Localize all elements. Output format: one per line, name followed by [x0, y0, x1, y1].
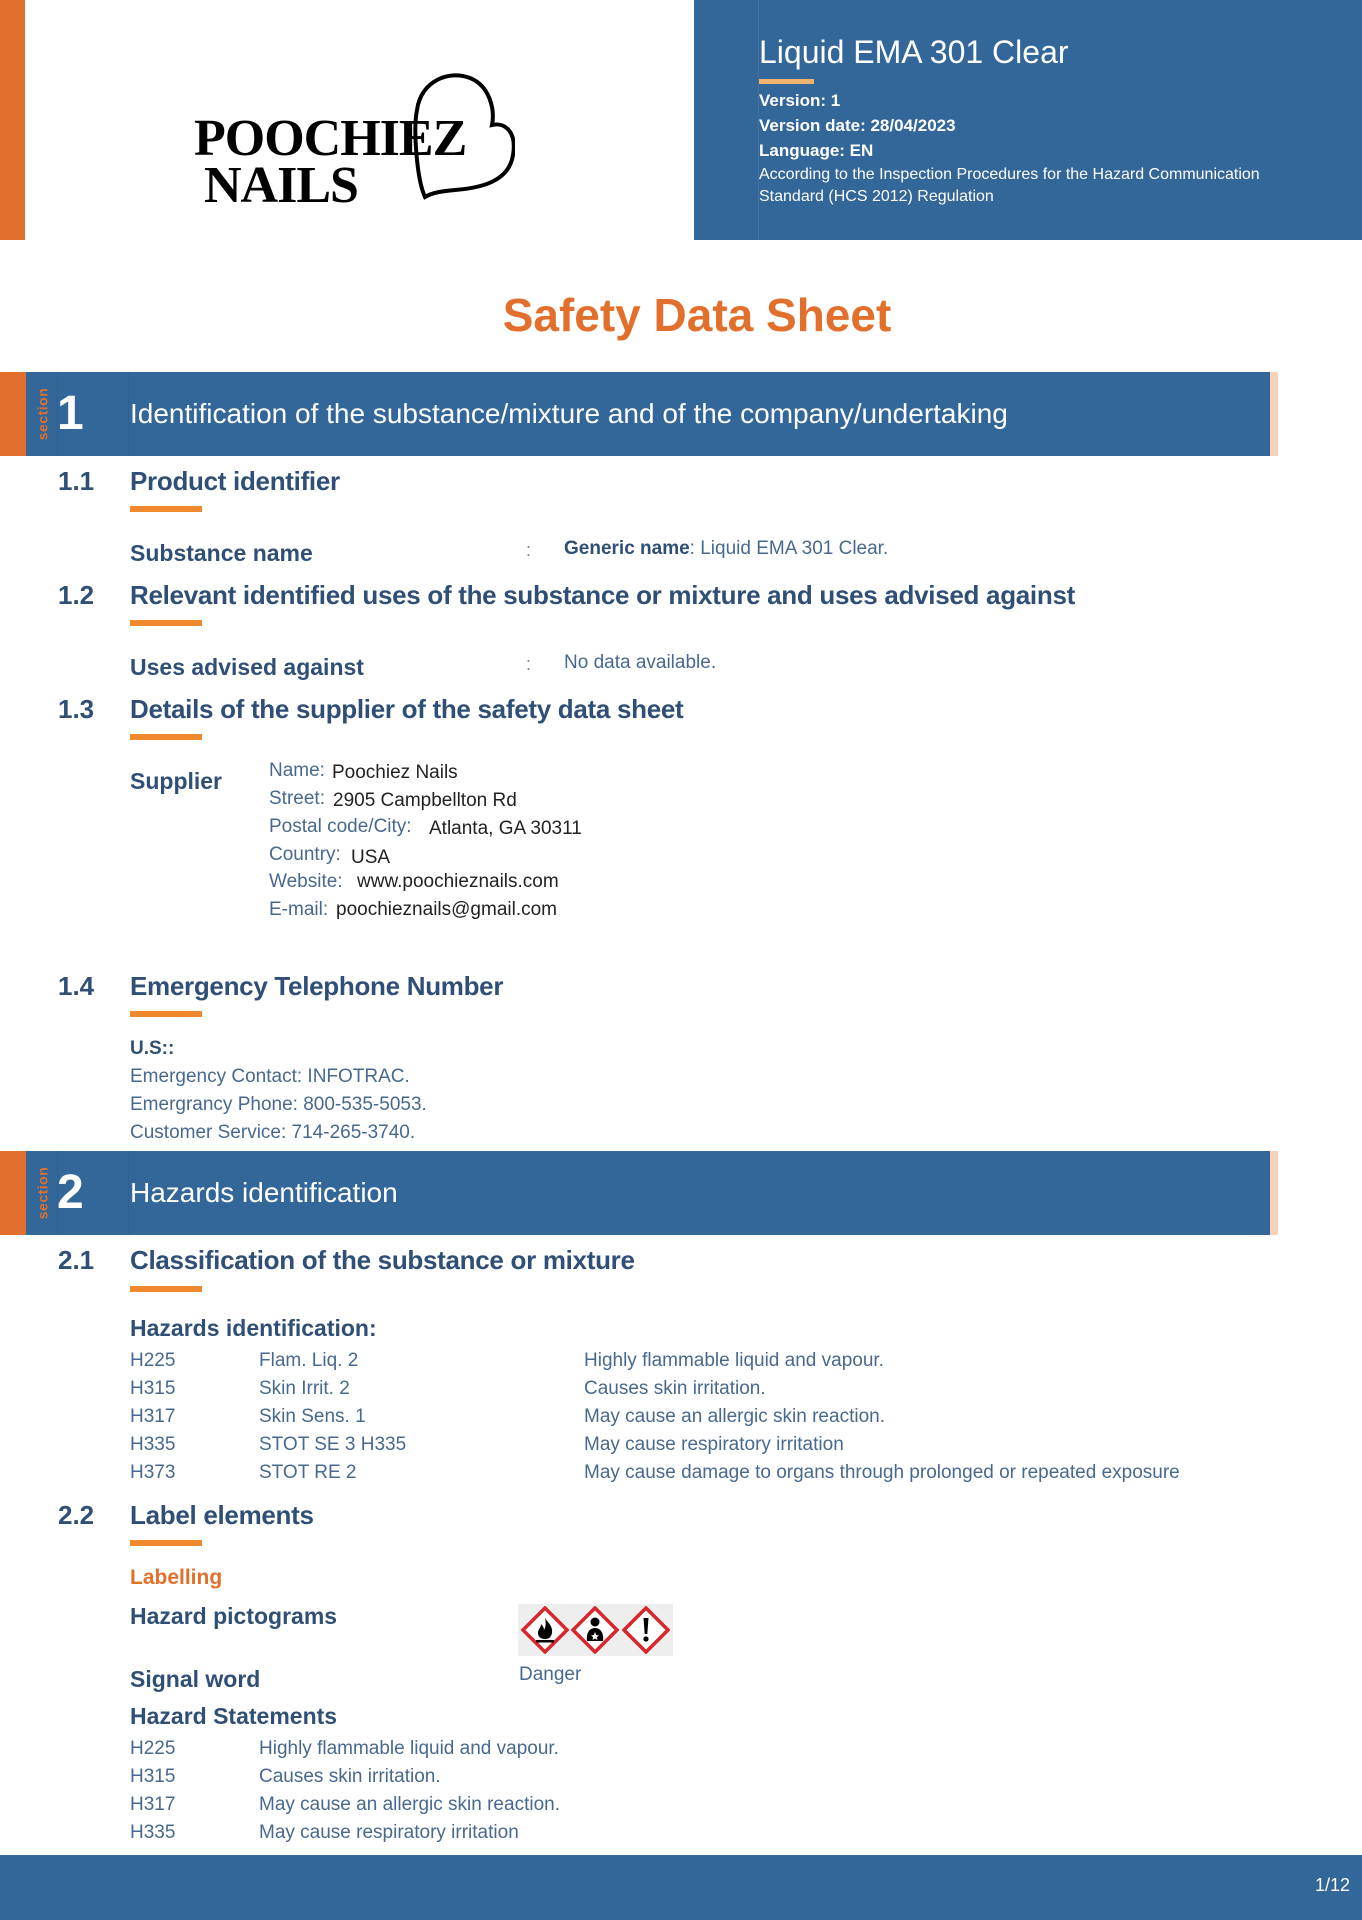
hazard-description: May cause an allergic skin reaction.	[584, 1406, 885, 1427]
subsection-title: Emergency Telephone Number	[130, 971, 504, 1001]
subsection-number: 1.1	[58, 466, 95, 496]
hazard-description: May cause respiratory irritation	[584, 1434, 844, 1455]
statement-text: Highly flammable liquid and vapour.	[259, 1738, 559, 1759]
product-title-underline	[759, 79, 814, 84]
section-title: Identification of the substance/mixture and of the company/undertaking	[130, 398, 1008, 429]
header-orange-strip	[0, 0, 25, 240]
supplier-country-value: USA	[351, 847, 391, 868]
document-title: Safety Data Sheet	[502, 289, 892, 341]
hazard-code: H317	[130, 1406, 176, 1427]
labelling-heading: Labelling	[130, 1566, 223, 1589]
section-number: 1	[57, 387, 84, 440]
section-edge	[1270, 372, 1278, 456]
hazard-pictograms	[518, 1604, 673, 1656]
signal-word-value: Danger	[519, 1664, 582, 1685]
emergency-region: U.S::	[130, 1038, 175, 1059]
regulation-note: According to the Inspection Procedures for the Hazard Communication Standard (HCS 2012) Regulation	[759, 166, 1260, 205]
emergency-phone: Emergrancy Phone: 800-535-5053.	[130, 1094, 427, 1115]
version: Version: 1	[759, 91, 841, 110]
customer-service-phone: Customer Service: 714-265-3740.	[130, 1122, 416, 1143]
subsection-underline	[130, 620, 202, 626]
subsection-underline	[130, 1540, 202, 1546]
hazards-identification-heading: Hazards identification:	[130, 1315, 377, 1341]
hazard-description: Highly flammable liquid and vapour.	[584, 1350, 884, 1371]
subsection-title: Details of the supplier of the safety data sheet	[130, 694, 684, 724]
field-colon: :	[526, 654, 532, 674]
supplier-email-link[interactable]: poochieznails@gmail.com	[336, 899, 557, 920]
uses-advised-against-value: No data available.	[564, 652, 717, 673]
statement-text: May cause an allergic skin reaction.	[259, 1794, 560, 1815]
statement-text: May cause respiratory irritation	[259, 1822, 519, 1843]
hazard-class: Skin Irrit. 2	[259, 1378, 350, 1399]
emergency-contact: Emergency Contact: INFOTRAC.	[130, 1066, 410, 1087]
supplier-city-value: Atlanta, GA 30311	[429, 818, 582, 839]
subsection-underline	[130, 1011, 202, 1017]
hazard-code: H335	[130, 1434, 176, 1455]
logo-line1: POOCHIEZ	[194, 110, 467, 167]
logo-line2: NAILS	[204, 157, 358, 214]
statement-code: H335	[130, 1822, 176, 1843]
hazard-class: Skin Sens. 1	[259, 1406, 366, 1427]
statement-code: H317	[130, 1794, 176, 1815]
subsection-number: 2.1	[58, 1245, 95, 1275]
hazard-class: STOT RE 2	[259, 1462, 357, 1483]
version-date: Version date: 28/04/2023	[759, 116, 956, 135]
supplier-label: Supplier	[130, 768, 223, 794]
subsection-underline	[130, 734, 202, 740]
health-hazard-icon	[571, 1606, 619, 1654]
supplier-email-label: E-mail:	[269, 899, 329, 920]
subsection-number: 1.4	[58, 971, 95, 1001]
section-edge	[1270, 1151, 1278, 1235]
subsection-underline	[130, 1286, 202, 1292]
hazard-class: Flam. Liq. 2	[259, 1350, 359, 1371]
hazard-code: H225	[130, 1350, 176, 1371]
hazard-pictograms-label: Hazard pictograms	[130, 1603, 338, 1629]
uses-advised-against-label: Uses advised against	[130, 654, 364, 680]
supplier-street-value: 2905 Campbellton Rd	[333, 790, 517, 811]
page-number: 1/12	[1314, 1875, 1350, 1895]
supplier-name-label: Name:	[269, 760, 325, 781]
section-tab	[0, 1151, 26, 1235]
supplier-name-value: Poochiez Nails	[332, 762, 458, 783]
supplier-city-label: Postal code/City:	[269, 816, 412, 837]
hazard-code: H373	[130, 1462, 176, 1483]
product-title: Liquid EMA 301 Clear	[759, 34, 1069, 70]
hazard-description: May cause damage to organs through prolonged or repeated exposure	[584, 1462, 1180, 1483]
subsection-number: 1.3	[58, 694, 95, 724]
flame-icon	[521, 1606, 569, 1654]
exclamation-mark-icon	[622, 1606, 670, 1654]
supplier-street-label: Street:	[269, 788, 325, 809]
substance-name-value: Generic name: Liquid EMA 301 Clear.	[564, 538, 889, 559]
subsection-title: Classification of the substance or mixture	[130, 1245, 635, 1275]
section-number: 2	[57, 1166, 84, 1219]
section-2-header	[0, 1151, 1278, 1235]
substance-name-label: Substance name	[130, 540, 313, 566]
subsection-title: Relevant identified uses of the substance or mixture and uses advised against	[130, 580, 1075, 610]
section-1-header	[0, 372, 1278, 456]
hazard-statements-label: Hazard Statements	[130, 1703, 338, 1729]
hazard-code: H315	[130, 1378, 176, 1399]
section-word: section	[34, 1166, 51, 1220]
subsection-title: Product identifier	[130, 466, 340, 496]
subsection-title: Label elements	[130, 1500, 314, 1530]
page-footer	[0, 1855, 1362, 1920]
statement-code: H225	[130, 1738, 176, 1759]
supplier-website-link[interactable]: www.poochieznails.com	[357, 871, 559, 892]
subsection-underline	[130, 506, 202, 512]
company-logo	[190, 68, 510, 214]
subsection-number: 2.2	[58, 1500, 95, 1530]
statement-text: Causes skin irritation.	[259, 1766, 441, 1787]
section-title: Hazards identification	[130, 1177, 398, 1208]
language: Language: EN	[759, 141, 874, 160]
subsection-number: 1.2	[58, 580, 95, 610]
supplier-country-label: Country:	[269, 844, 341, 865]
section-tab	[0, 372, 26, 456]
section-word: section	[34, 387, 51, 441]
field-colon: :	[526, 540, 532, 560]
statement-code: H315	[130, 1766, 176, 1787]
signal-word-label: Signal word	[130, 1666, 261, 1692]
hazard-description: Causes skin irritation.	[584, 1378, 766, 1399]
supplier-website-label: Website:	[269, 871, 343, 892]
hazard-class: STOT SE 3 H335	[259, 1434, 407, 1455]
